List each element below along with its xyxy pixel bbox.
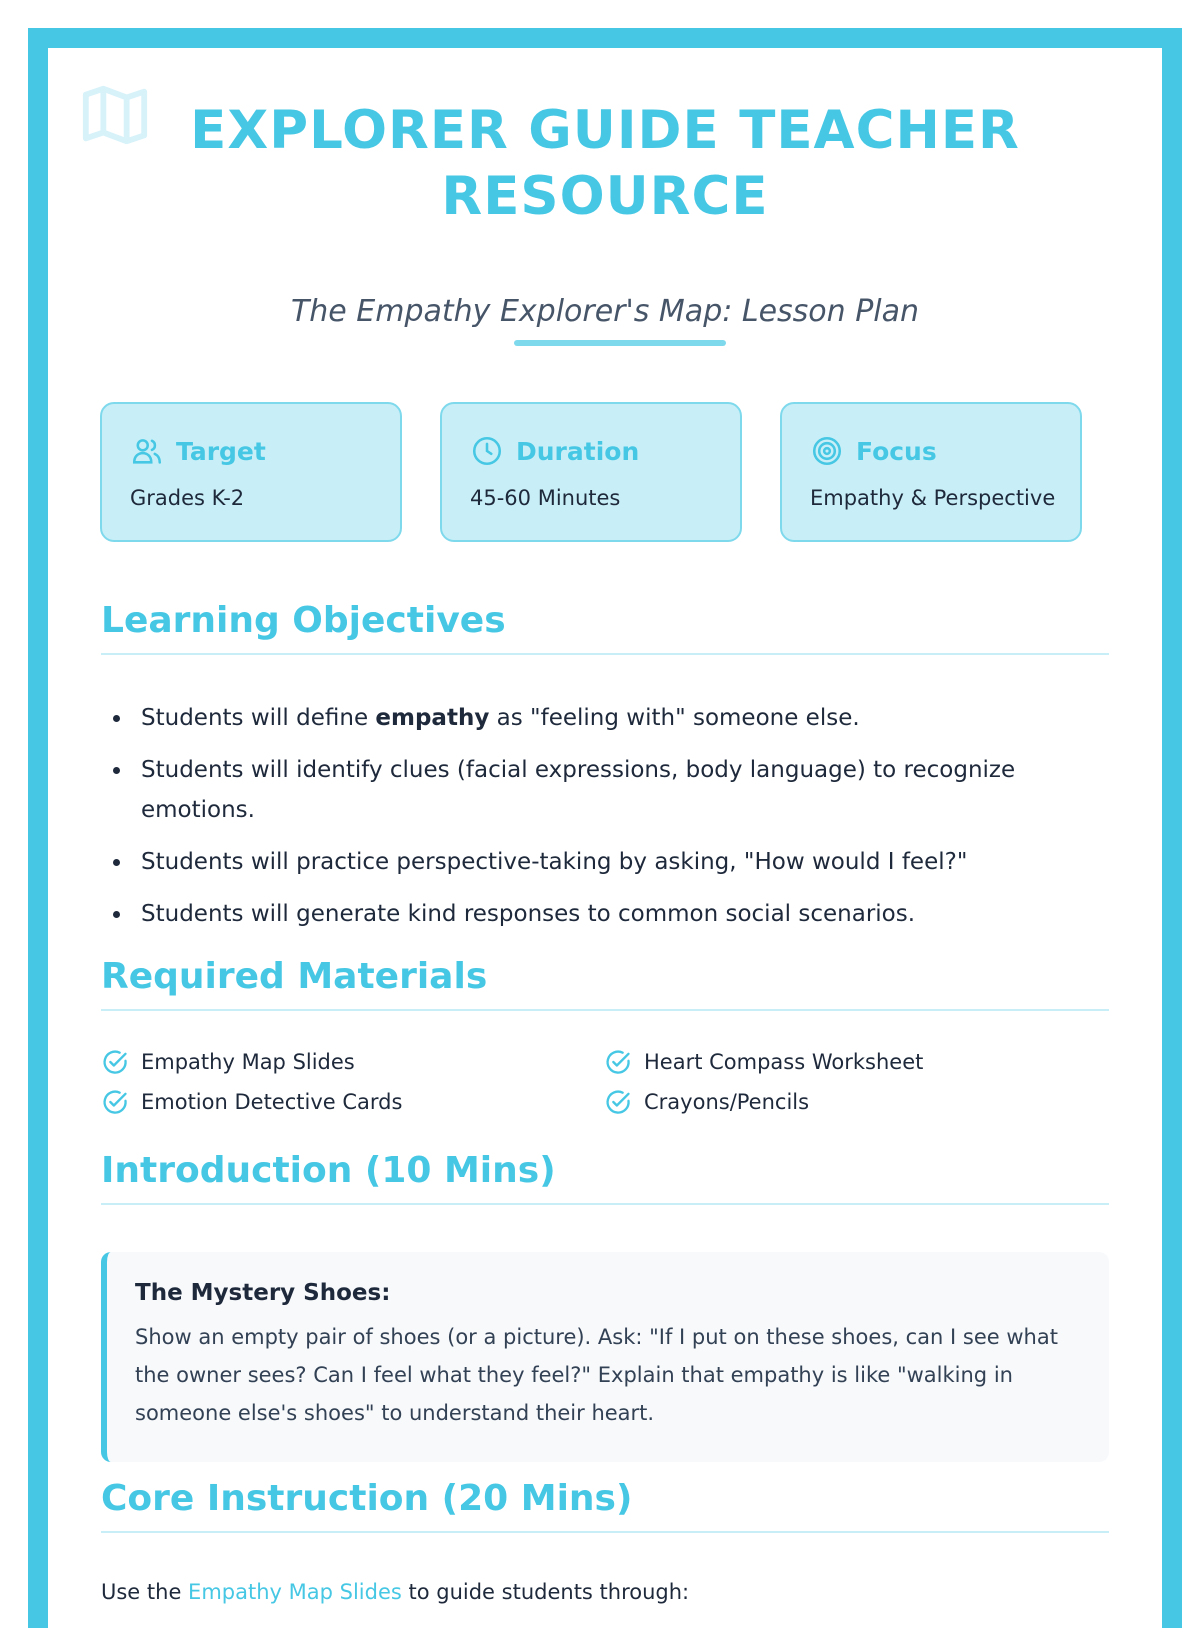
info-card-label: Focus bbox=[856, 436, 937, 466]
list-item bbox=[101, 1048, 355, 1076]
check-circle-icon bbox=[101, 1048, 129, 1076]
list-item: Students will identify clues (facial expressions, body language) to recognize emotions. bbox=[101, 750, 1109, 830]
check-circle-icon bbox=[101, 1088, 129, 1116]
info-card-value: 45-60 Minutes bbox=[470, 486, 621, 510]
list-item bbox=[604, 1048, 923, 1076]
list-item: Students will generate kind responses to common social scenarios. bbox=[101, 894, 1109, 934]
info-card-label: Duration bbox=[516, 436, 640, 466]
required-materials-heading: Required Materials bbox=[101, 956, 1109, 1011]
info-card-label: Target bbox=[176, 436, 266, 466]
callout-heading: The Mystery Shoes: bbox=[135, 1280, 391, 1306]
check-circle-icon bbox=[604, 1088, 632, 1116]
info-card-value: Grades K-2 bbox=[130, 486, 245, 510]
document-page bbox=[48, 48, 1162, 1648]
material-label: Heart Compass Worksheet bbox=[644, 1050, 924, 1074]
objective-text: Students will define bbox=[141, 705, 376, 731]
material-label: Emotion Detective Cards bbox=[141, 1090, 403, 1114]
page-border bbox=[28, 28, 1182, 1628]
list-item bbox=[101, 1088, 402, 1116]
info-card-duration bbox=[440, 402, 742, 542]
intro-callout bbox=[101, 1252, 1109, 1462]
callout-text: Show an empty pair of shoes (or a picture). Ask: "If I put on these shoes, can I see what the owner sees? Can I feel what they feel?" Explain that empathy is like "walking in someone else's shoes" to understand their heart. bbox=[135, 1325, 1058, 1425]
core-text-after: to guide students through: bbox=[401, 1580, 690, 1604]
clock-icon bbox=[470, 434, 504, 468]
material-label: Empathy Map Slides bbox=[141, 1050, 355, 1074]
info-card-focus bbox=[780, 402, 1082, 542]
objective-bold-term: empathy bbox=[375, 705, 490, 731]
objectives-list bbox=[101, 698, 1109, 946]
target-icon bbox=[810, 434, 844, 468]
info-card-target bbox=[100, 402, 402, 542]
core-instruction-heading: Core Instruction (20 Mins) bbox=[101, 1478, 1109, 1533]
core-instruction-text bbox=[101, 1580, 689, 1604]
material-label: Crayons/Pencils bbox=[644, 1090, 810, 1114]
empathy-map-slides-link[interactable]: Empathy Map Slides bbox=[188, 1580, 402, 1604]
check-circle-icon bbox=[604, 1048, 632, 1076]
list-item: Students will practice perspective-taking by asking, "How would I feel?" bbox=[101, 842, 1109, 882]
info-card-value: Empathy & Perspective bbox=[810, 486, 1056, 510]
introduction-heading: Introduction (10 Mins) bbox=[101, 1150, 1109, 1205]
list-item bbox=[101, 698, 1109, 738]
users-icon bbox=[130, 434, 164, 468]
title-divider bbox=[514, 340, 726, 346]
list-item bbox=[604, 1088, 809, 1116]
learning-objectives-heading: Learning Objectives bbox=[101, 600, 1109, 655]
core-text-before: Use the bbox=[101, 1580, 189, 1604]
page-subtitle: The Empathy Explorer's Map: Lesson Plan bbox=[290, 294, 920, 329]
page-title: EXPLORER GUIDE TEACHER RESOURCE bbox=[190, 100, 1020, 227]
objective-text: as "feeling with" someone else. bbox=[489, 705, 860, 731]
